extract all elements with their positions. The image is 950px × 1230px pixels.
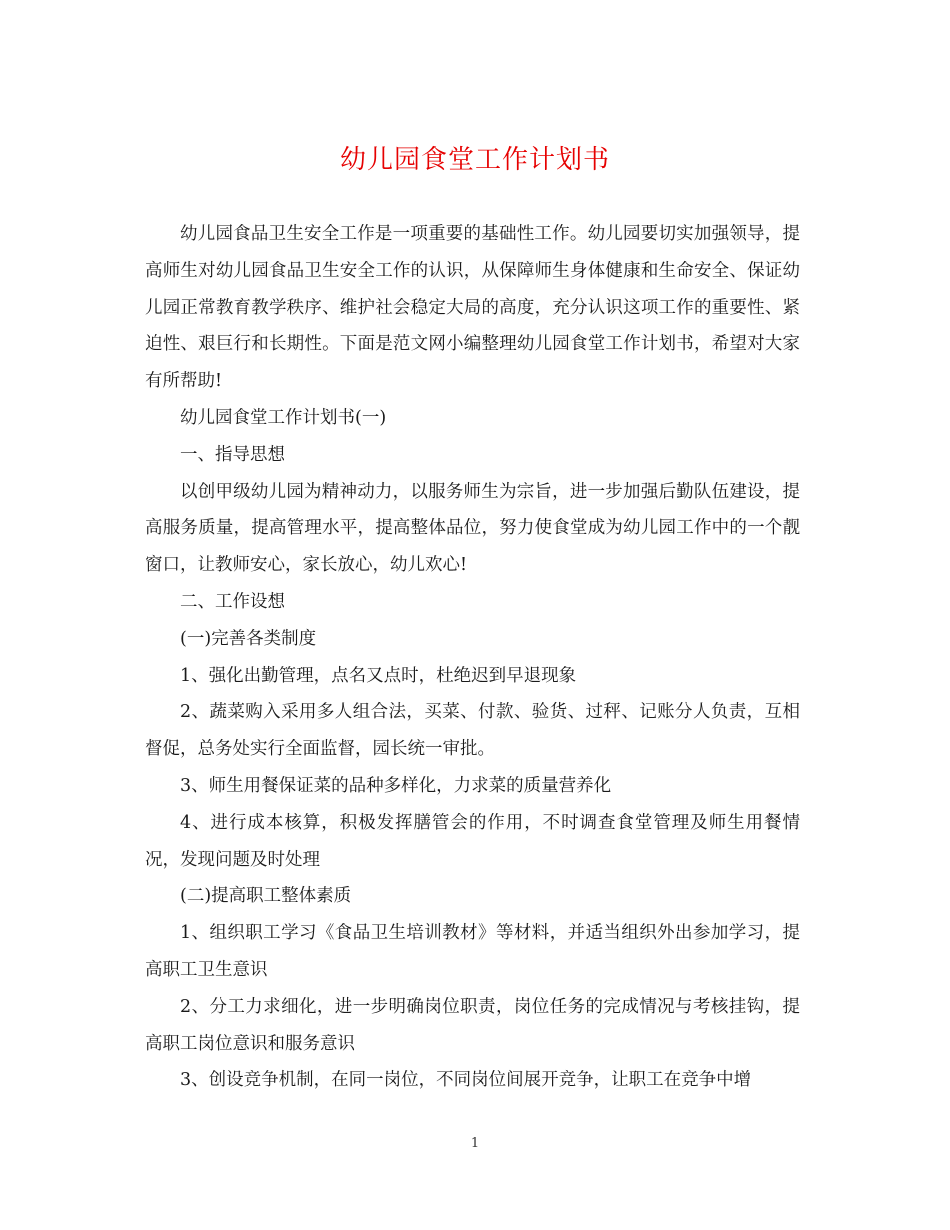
section-heading-plan-1: 幼儿园食堂工作计划书(一) — [180, 407, 387, 428]
page-number: 1 — [470, 1136, 480, 1151]
subsection-heading-systems: (一)完善各类制度 — [180, 628, 317, 649]
paragraph-intro: 幼儿园食品卫生安全工作是一项重要的基础性工作。幼儿园要切实加强领导，提高师生对幼儿园食品卫生安全工作的认识，从保障师生身体健康和生命安全、保证幼儿园正常教育教学秩序、维护社会稳定大局的高度，充分认识这项工作的重要性、紧迫性、艰巨行和长期性。下面是范文网小编整理幼儿园食堂工作计划书，希望对大家有所帮助! — [145, 224, 800, 392]
list-item-cost-accounting: 4、进行成本核算，积极发挥膳管会的作用，不时调查食堂管理及师生用餐情况，发现问题及时处理 — [145, 812, 800, 870]
paragraph-guiding-ideology: 以创甲级幼儿园为精神动力，以服务师生为宗旨，进一步加强后勤队伍建设，提高服务质量，提高管理水平，提高整体品位，努力使食堂成为幼儿园工作中的一个靓窗口，让教师安心，家长放心，幼儿欢心! — [145, 481, 800, 576]
section-heading-guiding-ideology: 一、指导思想 — [180, 444, 285, 465]
list-item-meal-variety: 3、师生用餐保证菜的品种多样化，力求菜的质量营养化 — [180, 775, 612, 796]
document-title: 幼儿园食堂工作计划书 — [339, 145, 610, 175]
list-item-staff-training: 1、组织职工学习《食品卫生培训教材》等材料，并适当组织外出参加学习，提高职工卫生意识 — [145, 923, 800, 980]
subsection-heading-staff-quality: (二)提高职工整体素质 — [180, 886, 352, 907]
document-body — [145, 216, 800, 1099]
list-item-purchasing: 2、蔬菜购入采用多人组合法，买菜、付款、验货、过秤、记账分人负责，互相督促，总务处实行全面监督，园长统一审批。 — [145, 702, 800, 760]
list-item-job-duties: 2、分工力求细化，进一步明确岗位职责，岗位任务的完成情况与考核挂钩，提高职工岗位意识和服务意识 — [145, 996, 800, 1054]
section-heading-work-plan: 二、工作设想 — [180, 591, 285, 612]
list-item-attendance: 1、强化出勤管理，点名又点时，杜绝迟到早退现象 — [180, 665, 577, 686]
list-item-competition: 3、创设竞争机制，在同一岗位，不同岗位间展开竞争，让职工在竞争中增 — [180, 1070, 752, 1091]
